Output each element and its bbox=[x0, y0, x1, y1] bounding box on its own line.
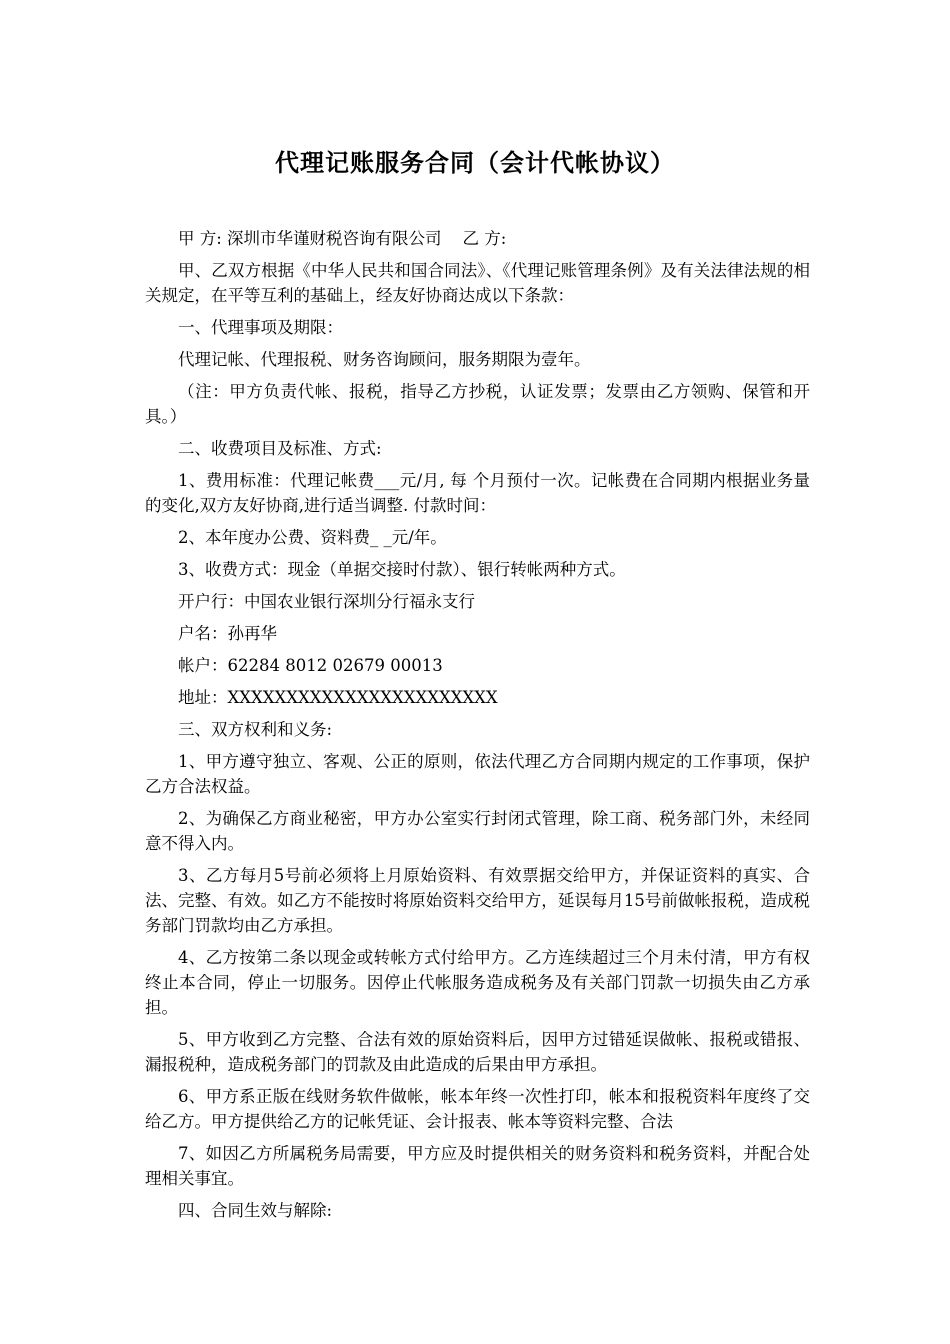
section-heading-3: 三、双方权利和义务: bbox=[178, 720, 333, 739]
obligation-paragraph-5: 5、甲方收到乙方完整、合法有效的原始资料后，因甲方过错延误做帐、报税或错报、漏报税种，造成税务部门的罚款及由此造成的后果由甲方承担。 bbox=[145, 1030, 810, 1074]
obligation-paragraph-7: 7、如因乙方所属税务局需要，甲方应及时提供相关的财务资料和税务资料，并配合处理相关事宜。 bbox=[145, 1144, 810, 1188]
note-paragraph: （注：甲方负责代帐、报税，指导乙方抄税，认证发票；发票由乙方领购、保管和开具。） bbox=[145, 382, 810, 426]
account-holder-line: 户名：孙再华 bbox=[178, 624, 277, 643]
service-scope-paragraph: 代理记帐、代理报税、财务咨询顾问，服务期限为壹年。 bbox=[178, 350, 591, 369]
address-line: 地址：XXXXXXXXXXXXXXXXXXXXXXX bbox=[178, 688, 498, 707]
section-heading-1: 一、代理事项及期限： bbox=[178, 318, 343, 337]
obligation-paragraph-1: 1、甲方遵守独立、客观、公正的原则，依法代理乙方合同期内规定的工作事项，保护乙方合法权益。 bbox=[145, 752, 810, 796]
account-number-line: 帐户：62284 8012 02679 00013 bbox=[178, 656, 443, 675]
document-title: 代理记账服务合同（会计代帐协议） bbox=[275, 149, 675, 177]
obligation-paragraph-2: 2、为确保乙方商业秘密，甲方办公室实行封闭式管理，除工商、税务部门外，未经同意不得入内。 bbox=[145, 809, 810, 853]
fee-standard-paragraph: 1、费用标准：代理记帐费___元/月, 每 个月预付一次。记帐费在合同期内根据业务量的变化,双方友好协商,进行适当调整. 付款时间： bbox=[145, 471, 810, 515]
preamble-paragraph: 甲、乙双方根据《中华人民共和国合同法》、《代理记账管理条例》及有关法律法规的相关规定，在平等互利的基础上，经友好协商达成以下条款： bbox=[145, 261, 810, 305]
parties-line: 甲 方: 深圳市华谨财税咨询有限公司 乙 方: bbox=[178, 229, 507, 248]
obligation-paragraph-6: 6、甲方系正版在线财务软件做帐，帐本年终一次性打印，帐本和报税资料年度终了交给乙方。甲方提供给乙方的记帐凭证、会计报表、帐本等资料完整、合法 bbox=[145, 1087, 810, 1131]
obligation-paragraph-3: 3、乙方每月5号前必须将上月原始资料、有效票据交给甲方，并保证资料的真实、合法、完整、有效。如乙方不能按时将原始资料交给甲方，延误每月15号前做帐报税，造成税务部门罚款均由乙方承担。 bbox=[145, 866, 810, 935]
section-heading-4: 四、合同生效与解除: bbox=[178, 1201, 333, 1220]
obligation-paragraph-4: 4、乙方按第二条以现金或转帐方式付给甲方。乙方连续超过三个月未付清，甲方有权终止本合同，停止一切服务。因停止代帐服务造成税务及有关部门罚款一切损失由乙方承担。 bbox=[145, 948, 810, 1017]
section-heading-2: 二、收费项目及标准、方式: bbox=[178, 439, 382, 458]
document-body bbox=[145, 226, 810, 1230]
payment-method-paragraph: 3、收费方式：现金（单据交接时付款）、银行转帐两种方式。 bbox=[178, 560, 626, 579]
office-fee-paragraph: 2、本年度办公费、资料费_ _元/年。 bbox=[178, 528, 447, 547]
bank-name-line: 开户行：中国农业银行深圳分行福永支行 bbox=[178, 592, 475, 611]
